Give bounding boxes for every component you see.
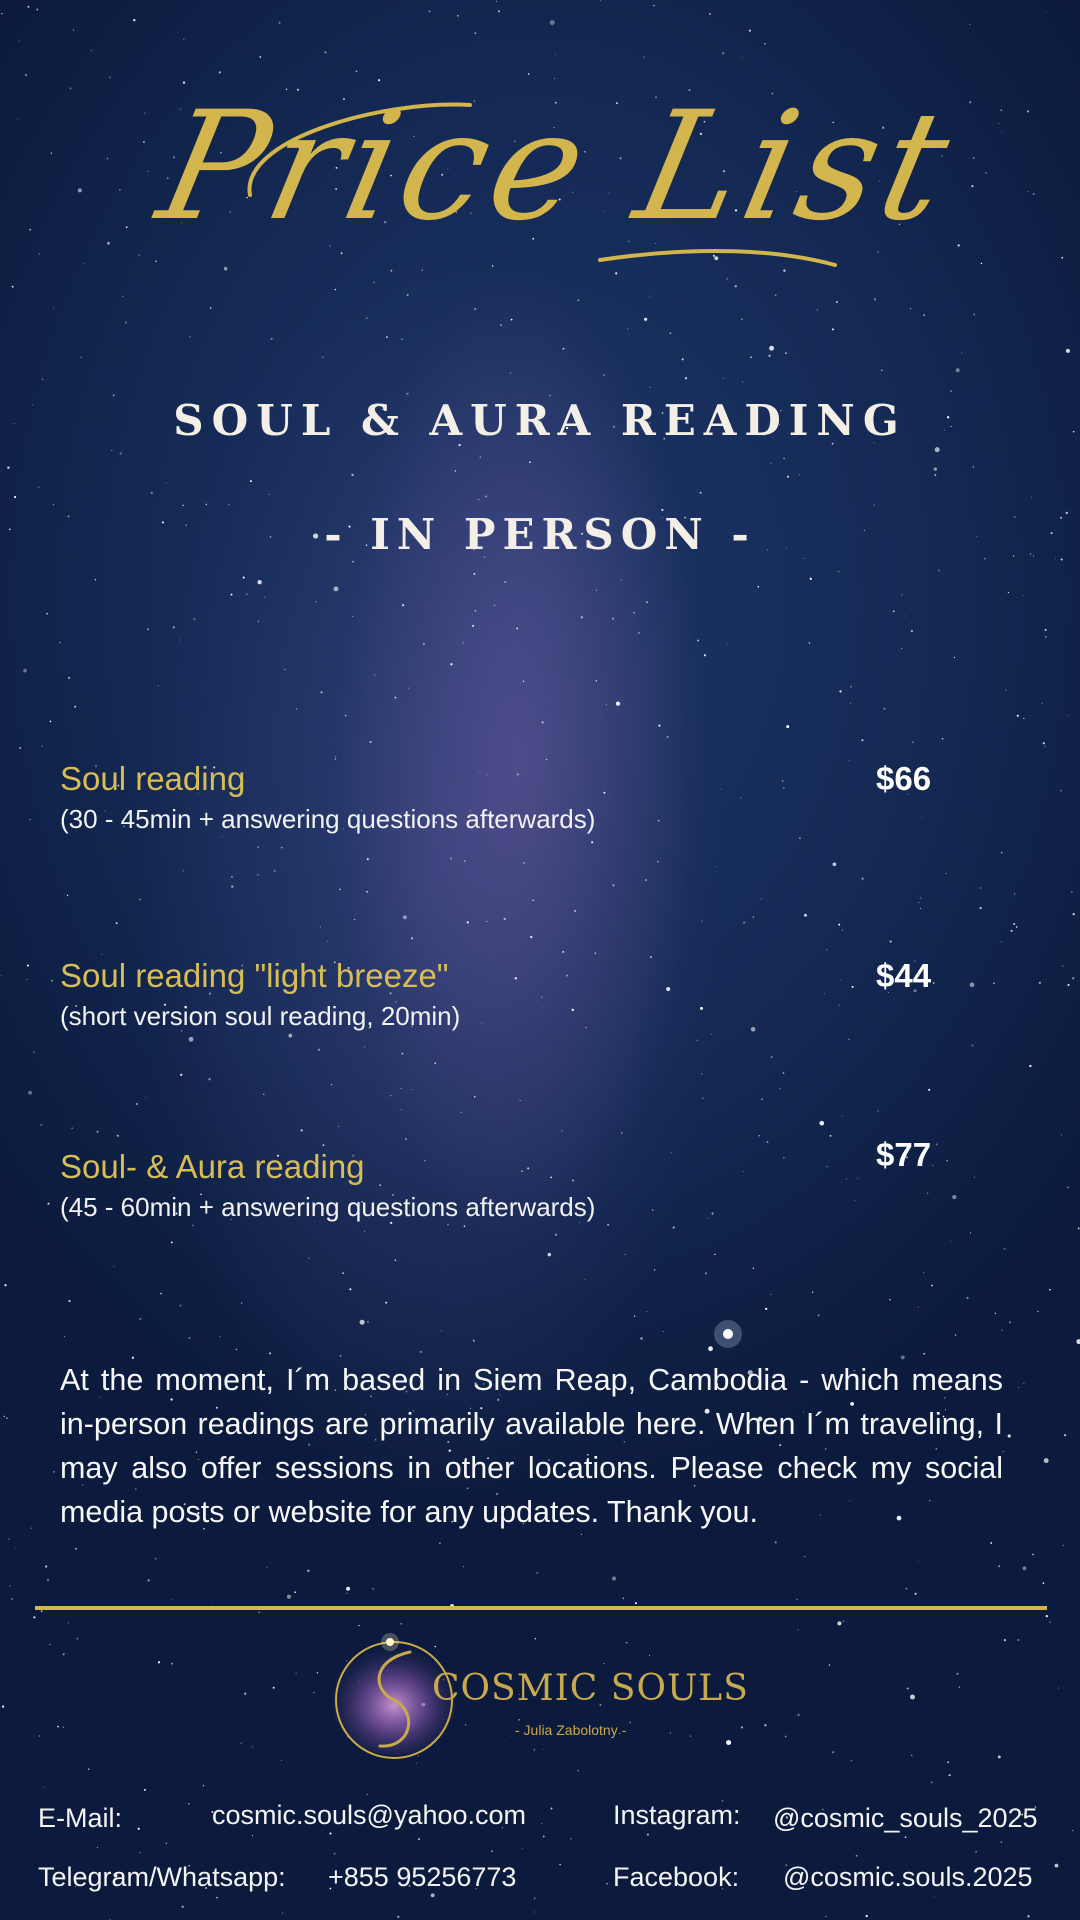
instagram-link[interactable]: @cosmic_souls_2025: [773, 1803, 1038, 1833]
mode-heading: - IN PERSON -: [324, 510, 756, 559]
service-price: $77: [876, 1136, 932, 1173]
section-divider: [35, 1606, 1047, 1610]
service-name: Soul reading "light breeze": [60, 957, 449, 994]
brand-name: COSMIC SOULS: [432, 1668, 749, 1709]
service-description: (short version soul reading, 20min): [60, 1001, 461, 1031]
page-title: [0, 60, 1080, 340]
instagram-label: Instagram:: [613, 1800, 741, 1830]
service-heading: SOUL & AURA READING: [173, 396, 907, 445]
email-label: E-Mail:: [38, 1803, 123, 1833]
brand-subtitle: - Julia Zabolotny -: [515, 1722, 627, 1738]
telegram-label: Telegram/Whatsapp:: [38, 1862, 286, 1892]
email-link[interactable]: cosmic.souls@yahoo.com: [212, 1800, 527, 1830]
telegram-number[interactable]: +855 95256773: [328, 1862, 517, 1892]
service-name: Soul reading: [60, 760, 246, 797]
page-title-text: Price List: [145, 78, 969, 254]
brand-logo: [332, 1630, 749, 1760]
service-price: $44: [876, 957, 932, 994]
facebook-link[interactable]: @cosmic.souls.2025: [783, 1862, 1033, 1892]
service-price: $66: [876, 760, 932, 797]
location-info-text: At the moment, I´m based in Siem Reap, Cambodia - which means in-person readings are primarily available here. When I´m traveling, I may also offer sessions in other locations. Please check my social media posts or website for any updates. Thank you.: [60, 1363, 1003, 1529]
facebook-label: Facebook:: [613, 1862, 740, 1892]
service-name: Soul- & Aura reading: [60, 1148, 365, 1185]
service-description: (45 - 60min + answering questions afterwards): [60, 1192, 596, 1222]
service-description: (30 - 45min + answering questions afterwards): [60, 804, 596, 834]
